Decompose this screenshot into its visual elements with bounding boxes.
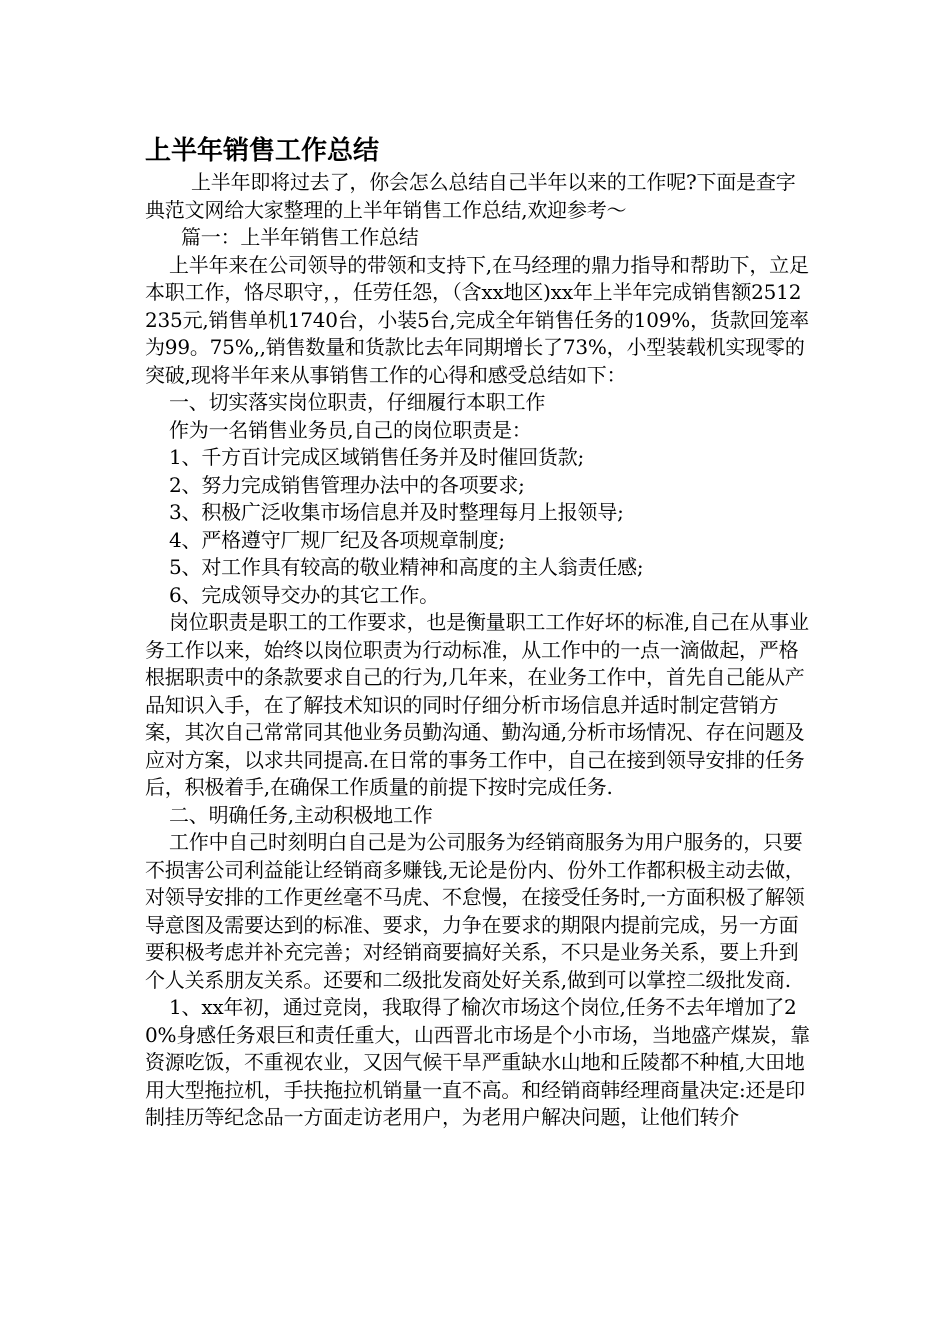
section-heading-2: 二、明确任务,主动积极地工作 xyxy=(169,802,433,827)
document-body xyxy=(145,133,810,1132)
body-paragraph: 岗位职责是职工的工作要求，也是衡量职工工作好坏的标准,自己在从事业务工作以来，始终以岗位职责为行动标准，从工作中的一点一滴做起，严格根据职责中的条款要求自己的行为,几年来，在业务工作中，首先自己能从产品知识入手，在了解技术知识的同时仔细分析市场信息并适时制定营销方案，其次自己常常同其他业务员勤沟通、勤沟通,分析市场情况、存在问题及应对方案，以求共同提高.在日常的事务工作中，自己在接到领导安排的任务后，积极着手,在确保工作质量的前提下按时完成任务. xyxy=(145,610,809,799)
duty-item: 3、积极广泛收集市场信息并及时整理每月上报领导; xyxy=(169,500,624,524)
duty-item: 2、努力完成销售管理办法中的各项要求; xyxy=(169,472,525,497)
summary-paragraph: 上半年来在公司领导的带领和支持下,在马经理的鼎力指导和帮助下，立足本职工作，恪尽职守，，任劳任怨，（含xx地区)xx年上半年完成销售额2512235元,销售单机1740台，小装5台,完成全年销售任务的109%，货款回笼率为99。75%,,销售数量和货款比去年同期增长了73%，小型装载机实现零的突破,现将半年来从事销售工作的心得和感受总结如下： xyxy=(145,252,809,387)
duty-item: 1、千方百计完成区域销售任务并及时催回货款; xyxy=(169,445,585,469)
duties-intro: 作为一名销售业务员,自己的岗位职责是： xyxy=(169,417,532,442)
body-paragraph: 工作中自己时刻明白自己是为公司服务为经销商服务为用户服务的，只要不损害公司利益能让经销商多赚钱,无论是份内、份外工作都积极主动去做，对领导安排的工作更丝毫不马虎、不怠慢，在接受任务时,一方面积极了解领导意图及需要达到的标准、要求，力争在要求的期限内提前完成，另一方面要积极考虑并补充完善；对经销商要搞好关系，不只是业务关系，要上升到个人关系朋友关系。还要和二级批发商处好关系,做到可以掌控二级批发商. xyxy=(145,830,805,992)
section-heading-1: 一、切实落实岗位职责，仔细履行本职工作 xyxy=(169,390,546,414)
duty-item: 5、对工作具有较高的敬业精神和高度的主人翁责任感; xyxy=(169,555,644,579)
body-paragraph: 1、xx年初，通过竞岗，我取得了榆次市场这个岗位,任务不去年增加了20%身感任务艰巨和责任重大，山西晋北市场是个小市场，当地盛产煤炭，靠资源吃饭，不重视农业，又因气候干旱严重缺水山地和丘陵都不种植,大田地用大型拖拉机，手扶拖拉机销量一直不高。和经销商韩经理商量决定:还是印制挂历等纪念品一方面走访老用户，为老用户解决问题，让他们转介 xyxy=(145,995,810,1129)
intro-paragraph: 上半年即将过去了，你会怎么总结自己半年以来的工作呢?下面是查字典范文网给大家整理的上半年销售工作总结,欢迎参考～ xyxy=(145,170,796,222)
duty-item: 6、完成领导交办的其它工作。 xyxy=(169,582,439,607)
part-heading: 篇一：上半年销售工作总结 xyxy=(181,225,419,249)
document-title: 上半年销售工作总结 xyxy=(145,136,380,166)
duty-item: 4、严格遵守厂规厂纪及各项规章制度; xyxy=(169,527,505,552)
